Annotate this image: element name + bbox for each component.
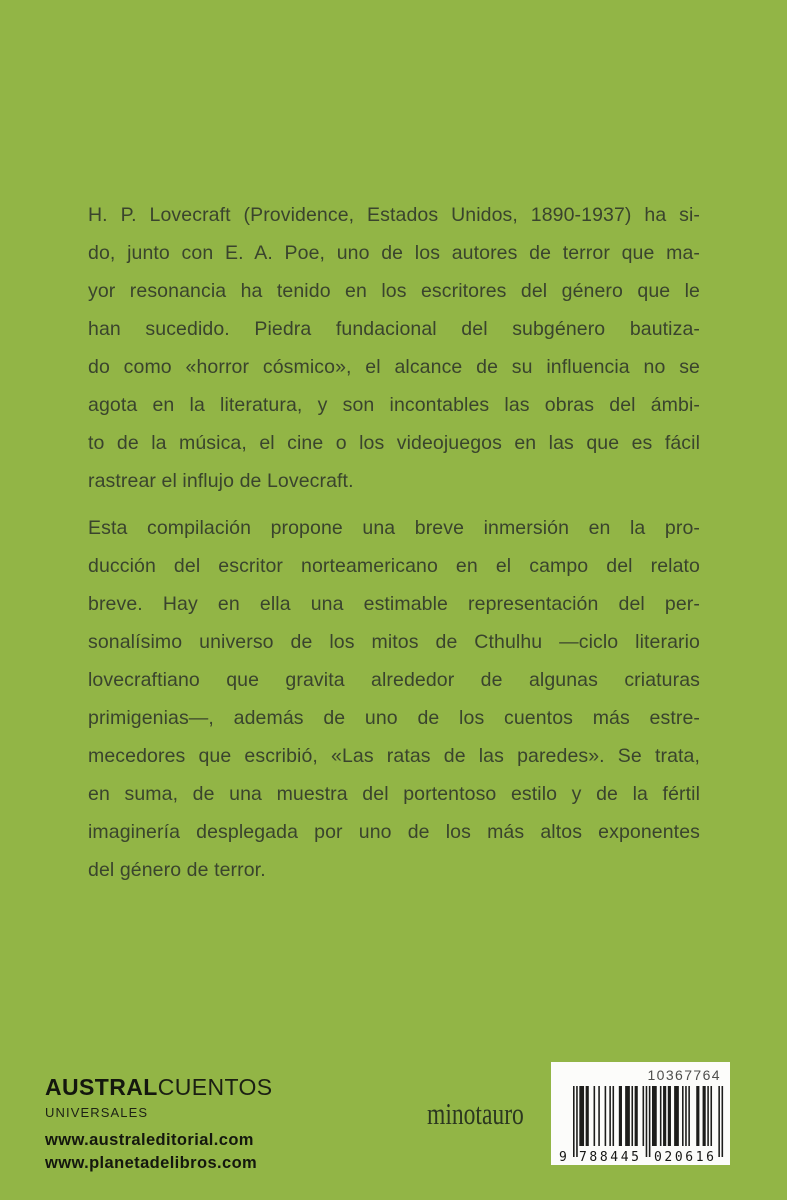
book-description (88, 196, 700, 889)
website-url-austral: www.australeditorial.com (45, 1131, 254, 1149)
publisher-logo: minotauro (427, 1096, 524, 1131)
text-line: han sucedido. Piedra fundacional del subgénero bautiza- (88, 318, 700, 340)
paragraph (88, 509, 700, 889)
barcode (551, 1062, 730, 1165)
text-line: breve. Hay en ella una estimable representación del per- (88, 593, 700, 615)
text-line: H. P. Lovecraft (Providence, Estados Unidos, 1890-1937) ha si- (88, 204, 700, 226)
text-line: do, junto con E. A. Poe, uno de los autores de terror que ma- (88, 242, 700, 264)
text-line: en suma, de una muestra del portentoso estilo y de la fértil (88, 783, 700, 805)
text-line: rastrear el influjo de Lovecraft. (88, 470, 354, 492)
website-url-planeta: www.planetadelibros.com (45, 1154, 258, 1172)
text-line: lovecraftiano que gravita alrededor de algunas criaturas (88, 669, 700, 691)
text-line: imaginería desplegada por uno de los más altos exponentes (88, 821, 700, 843)
text-line: do como «horror cósmico», el alcance de su influencia no se (88, 356, 700, 378)
brand-austral: AUSTRAL (45, 1074, 158, 1100)
text-line: to de la música, el cine o los videojuegos en las que es fácil (88, 432, 700, 454)
barcode-top-number: 10367764 (647, 1067, 721, 1083)
text-line: mecedores que escribió, «Las ratas de las paredes». Se trata, (88, 745, 700, 767)
text-line: ducción del escritor norteamericano en el campo del relato (88, 555, 700, 577)
brand-cuentos: CUENTOS (157, 1074, 273, 1100)
text-line: del género de terror. (88, 859, 266, 881)
brand-name (45, 1074, 273, 1101)
website-urls (45, 1129, 257, 1175)
barcode-bars (551, 1062, 730, 1170)
brand-universales: UNIVERSALES (45, 1105, 149, 1120)
svg-text:788445: 788445 (579, 1150, 639, 1165)
text-line: primigenias—, además de uno de los cuentos más estre- (88, 707, 700, 729)
text-line: Esta compilación propone una breve inmersión en la pro- (88, 517, 700, 539)
text-line: sonalísimo universo de los mitos de Cthulhu —ciclo literario (88, 631, 700, 653)
brand-logo (45, 1074, 273, 1120)
text-line: yor resonancia ha tenido en los escritores del género que le (88, 280, 700, 302)
paragraph (88, 196, 700, 500)
svg-text:9: 9 (559, 1150, 567, 1165)
text-line: agota en la literatura, y son incontables las obras del ámbi- (88, 394, 700, 416)
svg-text:020616: 020616 (654, 1150, 714, 1165)
